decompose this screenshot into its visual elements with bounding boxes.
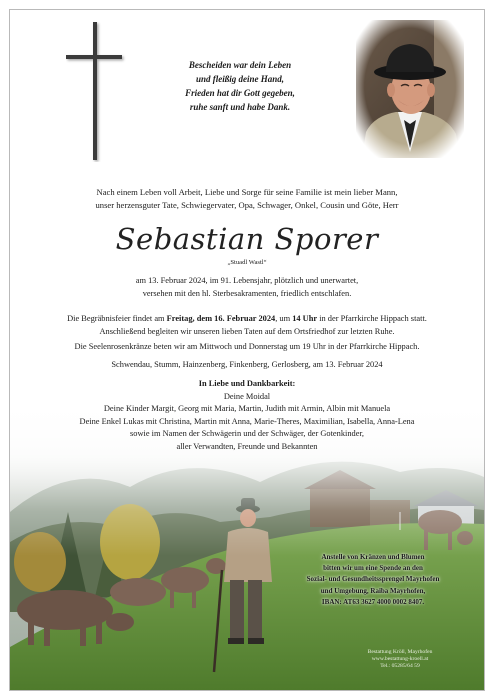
- funeral-text: in der Pfarrkirche Hippach statt.: [317, 314, 427, 323]
- verse-line: und fleißig deine Hand,: [195, 74, 284, 84]
- intro-text: [20, 186, 474, 211]
- mourners-heading: In Liebe und Dankbarkeit:: [198, 379, 296, 388]
- donation-request: [283, 552, 463, 608]
- memorial-verse: [160, 58, 320, 114]
- donation-iban: IBAN: AT63 3627 4000 0002 8407.: [321, 597, 425, 606]
- cross-icon: [66, 22, 126, 162]
- funeral-text: , um: [275, 314, 293, 323]
- undertaker-line: Tel.: 05285/64 59: [380, 663, 420, 669]
- verse-line: ruhe sanft und habe Dank.: [189, 102, 291, 112]
- places-date: Schwendau, Stumm, Hainzenberg, Finkenberg, Gerlosberg, am 13. Februar 2024: [111, 360, 383, 369]
- funeral-info: [14, 313, 480, 338]
- mourners-line: Deine Enkel Lukas mit Christina, Martin mit Anna, Marie-Theres, Maximilian, Isabella, Anna-Lena: [79, 416, 415, 426]
- donation-line: und Umgebung, Raiba Mayrhofen,: [320, 586, 426, 595]
- verse-line: Frieden hat dir Gott gegeben,: [185, 88, 295, 98]
- undertaker-info: [340, 649, 460, 670]
- deceased-nickname: „Stuadl Wastl“: [227, 259, 267, 266]
- death-notice-line: versehen mit den hl. Sterbesakramenten, friedlich entschlafen.: [142, 288, 352, 298]
- portrait-photo: [356, 20, 464, 158]
- funeral-time: 14 Uhr: [292, 314, 318, 323]
- undertaker-line: www.bestattung-kroell.at: [371, 656, 429, 662]
- rosary-info: Die Seelenrosenkränze beten wir am Mittwoch und Donnerstag um 19 Uhr in der Pfarrkirche Hippach.: [74, 342, 420, 351]
- verse-line: Bescheiden war dein Leben: [188, 60, 292, 70]
- funeral-line-1: [14, 313, 480, 326]
- funeral-text: Die Begräbnisfeier findet am: [67, 314, 167, 323]
- donation-line: Anstelle von Kränzen und Blumen: [321, 553, 425, 561]
- donation-line: Sozial- und Gesundheitssprengel Mayrhofen: [306, 575, 440, 584]
- mourners-line: Deine Kinder Margit, Georg mit Maria, Martin, Judith mit Armin, Albin mit Manuela: [103, 404, 391, 414]
- mourners: [14, 378, 480, 454]
- intro-line: Nach einem Leben voll Arbeit, Liebe und Sorge für seine Familie ist mein lieber Mann,: [96, 187, 398, 197]
- mourners-line: aller Verwandten, Freunde und Bekannten: [176, 441, 318, 451]
- undertaker-line: Bestattung Kröll, Mayrhofen: [367, 649, 433, 655]
- death-notice: [14, 275, 480, 300]
- funeral-line-2: Anschließend begleiten wir unseren lieben Taten auf dem Ortsfriedhof zur letzten Ruhe.: [99, 326, 395, 336]
- mourners-line: sowie im Namen der Schwägerin und der Schwäger, der Gotenkinder,: [130, 429, 364, 439]
- deceased-name: Sebastian Sporer: [115, 222, 379, 256]
- mourners-line: Deine Moidal: [223, 391, 271, 401]
- funeral-date: Freitag, dem 16. Februar 2024: [166, 314, 276, 323]
- death-notice-line: am 13. Februar 2024, im 91. Lebensjahr, plötzlich und unerwartet,: [135, 276, 359, 285]
- donation-line: bitten wir um eine Spende an den: [323, 564, 423, 573]
- intro-line: unser herzensguter Tate, Schwiegervater, Opa, Schwager, Onkel, Cousin und Göte, Herr: [95, 199, 399, 210]
